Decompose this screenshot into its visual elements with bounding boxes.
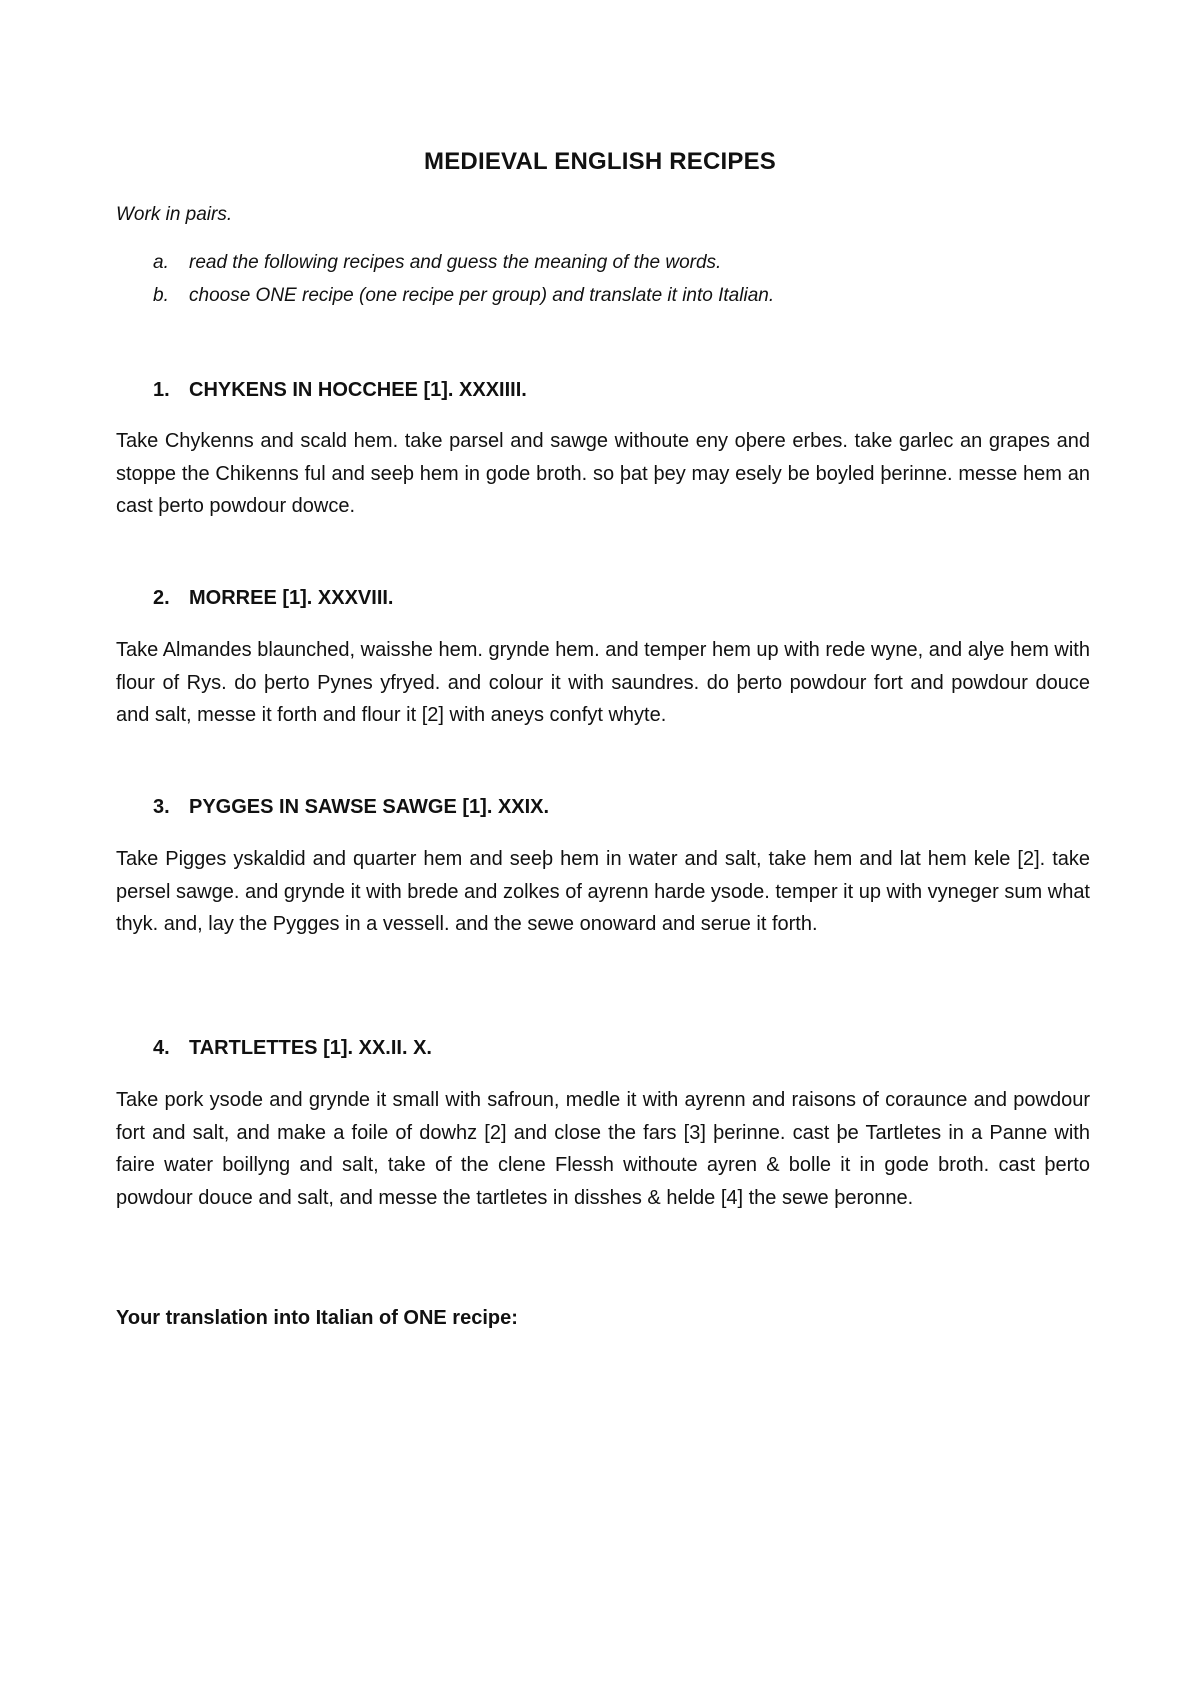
- recipe-title: PYGGES IN SAWSE SAWGE [1]. XXIX.: [189, 796, 550, 818]
- task-item: [153, 252, 721, 274]
- task-text: choose ONE recipe (one recipe per group) and translate it into Italian.: [189, 285, 775, 306]
- recipe-number: 4.: [153, 1037, 170, 1059]
- recipe-body: Take Almandes blaunched, waisshe hem. grynde hem. and temper hem up with rede wyne, and alye hem with flour of Rys. do þerto Pynes yfryed. and colour it with saundres. do þerto powdour fort and powdour douce and salt, messe it forth and flour it [2] with aneys confyt whyte.: [116, 639, 1090, 726]
- translation-prompt: Your translation into Italian of ONE recipe:: [116, 1307, 518, 1329]
- task-text: read the following recipes and guess the meaning of the words.: [189, 252, 722, 273]
- task-marker: a.: [153, 252, 169, 273]
- recipe-heading: [153, 1037, 432, 1060]
- task-marker: b.: [153, 285, 169, 306]
- recipe-number: 3.: [153, 796, 170, 818]
- recipe-heading: [153, 587, 393, 610]
- recipe-body: Take Chykenns and scald hem. take parsel and sawge withoute eny oþere erbes. take garlec an grapes and stoppe the Chikenns ful and seeþ hem in gode broth. so þat þey may esely be boyled þerinne. messe hem an cast þerto powdour dowce.: [116, 430, 1090, 517]
- recipe-title: MORREE [1]. XXXVIII.: [189, 587, 394, 609]
- page-title: MEDIEVAL ENGLISH RECIPES: [424, 148, 776, 175]
- recipe-number: 2.: [153, 587, 170, 609]
- recipe-number: 1.: [153, 379, 170, 401]
- recipe-body: Take Pigges yskaldid and quarter hem and seeþ hem in water and salt, take hem and lat hem kele [2]. take persel sawge. and grynde it with brede and zolkes of ayrenn harde ysode. temper it up with vyneger sum what thyk. and, lay the Pygges in a vessell. and the sewe onoward and serue it forth.: [116, 848, 1090, 935]
- recipe-title: CHYKENS IN HOCCHEE [1]. XXXIIII.: [189, 379, 527, 401]
- recipe-heading: [153, 796, 549, 819]
- recipe-heading: [153, 379, 527, 402]
- instructions-text: Work in pairs.: [116, 204, 233, 225]
- recipe-body: Take pork ysode and grynde it small with safroun, medle it with ayrenn and raisons of coraunce and powdour fort and salt, and make a foile of dowhz [2] and close the fars [3] þerinne. cast þe Tartletes in a Panne with faire water boillyng and salt, take of the clene Flessh withoute ayren & bolle it in gode broth. cast þerto powdour douce and salt, and messe the tartletes in disshes & helde [4] the sewe þeronne.: [116, 1089, 1090, 1209]
- recipe-title: TARTLETTES [1]. XX.II. X.: [189, 1037, 432, 1059]
- task-item: [153, 285, 774, 307]
